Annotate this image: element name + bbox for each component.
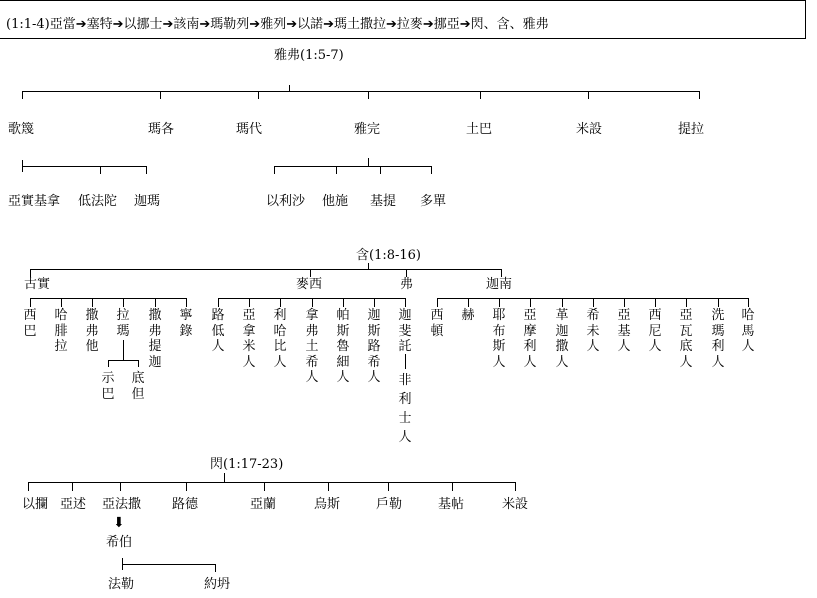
shem-son: 基帖 — [438, 497, 465, 512]
connector — [368, 158, 369, 166]
connector — [515, 482, 516, 491]
connector — [100, 166, 101, 174]
connector — [28, 482, 29, 491]
canaan-son: 希未人 — [586, 308, 600, 354]
connector — [699, 91, 700, 99]
javan-bracket — [274, 166, 432, 167]
connector — [406, 269, 407, 277]
javan-son: 他施 — [322, 194, 349, 209]
mizraim-son: 利哈比人 — [273, 308, 287, 370]
shem-son: 亞蘭 — [250, 497, 277, 512]
canaan-son: 革迦撒人 — [555, 308, 569, 370]
ham-bracket — [30, 269, 502, 270]
mizraim-son: 路低人 — [211, 308, 225, 354]
connector — [146, 166, 147, 174]
canaan-son: 亞基人 — [617, 308, 631, 354]
shem-son: 亞述 — [60, 497, 87, 512]
canaan-son: 洗瑪利人 — [711, 308, 725, 370]
eber: 希伯 — [106, 535, 133, 550]
connector — [120, 482, 121, 491]
cush-son: 哈腓拉 — [54, 308, 68, 354]
cush-son: 撒弗他 — [85, 308, 99, 354]
connector — [624, 298, 625, 307]
japheth-son: 雅完 — [354, 122, 381, 137]
connector — [224, 473, 225, 482]
philistines: 非利士人 — [398, 373, 412, 445]
shem-son: 以攔 — [22, 497, 49, 512]
canaan-son: 哈馬人 — [741, 308, 755, 354]
cush-son: 拉瑪 — [116, 308, 130, 339]
connector — [748, 298, 749, 307]
connector — [30, 298, 31, 307]
connector — [588, 91, 589, 99]
connector — [310, 269, 311, 277]
connector — [218, 298, 219, 307]
gomer-son: 迦瑪 — [134, 194, 161, 209]
shem-son: 亞法撒 — [102, 497, 142, 512]
ham-son: 弗 — [400, 277, 414, 292]
connector — [155, 298, 156, 307]
eber-son: 法勒 — [108, 577, 135, 592]
connector — [480, 91, 481, 99]
javan-son: 以利沙 — [266, 194, 306, 209]
japheth-son: 瑪各 — [148, 122, 175, 137]
connector — [499, 298, 500, 307]
ham-son: 麥西 — [296, 277, 323, 292]
gomer-son: 亞實基拿 — [8, 194, 61, 209]
eber-son: 約坍 — [204, 577, 231, 592]
ham-son: 古實 — [24, 277, 51, 292]
connector — [280, 298, 281, 307]
arrow-down-icon: ⬇ — [113, 515, 125, 531]
canaan-son: 亞摩利人 — [523, 308, 537, 370]
cush-son: 寧錄 — [179, 308, 193, 339]
connector — [405, 354, 406, 369]
connector — [343, 298, 344, 307]
connector — [160, 91, 161, 99]
japheth-son: 歌篾 — [8, 122, 35, 137]
connector — [61, 298, 62, 307]
raamah-son: 底但 — [131, 371, 145, 402]
shem-son: 烏斯 — [314, 497, 341, 512]
japheth-son: 米設 — [576, 122, 603, 137]
connector — [274, 166, 275, 174]
cush-son: 撒弗提迦 — [148, 308, 162, 370]
connector — [437, 298, 438, 307]
connector — [530, 298, 531, 307]
connector — [686, 298, 687, 307]
canaan-son: 西頓 — [430, 308, 444, 339]
connector — [264, 482, 265, 491]
mizraim-son: 拿弗土希人 — [305, 308, 319, 385]
connector — [123, 340, 124, 360]
javan-son: 多單 — [420, 194, 447, 209]
connector — [215, 564, 216, 572]
javan-son: 基提 — [370, 194, 397, 209]
shem-title: 閃(1:17-23) — [210, 457, 284, 472]
connector — [312, 298, 313, 307]
japheth-son: 土巴 — [466, 122, 493, 137]
gomer-son: 低法陀 — [78, 194, 118, 209]
connector — [501, 269, 502, 277]
ham-title: 含(1:8-16) — [356, 248, 422, 263]
mizraim-son: 迦斯路希人 — [367, 308, 381, 385]
japheth-son: 提拉 — [678, 122, 705, 137]
connector — [368, 91, 369, 99]
connector — [92, 298, 93, 307]
connector — [30, 269, 31, 277]
header-box — [0, 0, 806, 39]
connector — [380, 166, 381, 174]
connector — [336, 166, 337, 174]
japheth-bracket — [22, 91, 700, 92]
cush-son: 西巴 — [23, 308, 37, 339]
eber-bracket — [122, 564, 216, 565]
connector — [186, 482, 187, 491]
raamah-son: 示巴 — [101, 371, 115, 402]
canaan-son: 西尼人 — [648, 308, 662, 354]
connector — [186, 298, 187, 307]
japheth-son: 瑪代 — [236, 122, 263, 137]
connector — [718, 298, 719, 307]
ham-son: 迦南 — [486, 277, 513, 292]
connector — [452, 482, 453, 491]
connector — [431, 166, 432, 174]
canaan-son: 耶布斯人 — [492, 308, 506, 370]
shem-son: 米設 — [502, 497, 529, 512]
canaan-son: 亞瓦底人 — [679, 308, 693, 370]
connector — [388, 482, 389, 491]
mizraim-son: 亞拿米人 — [242, 308, 256, 370]
connector — [562, 298, 563, 307]
connector — [405, 298, 406, 307]
connector — [374, 298, 375, 307]
header-lineage: (1:1-4)亞當➔塞特➔以挪士➔該南➔瑪勒列➔雅列➔以諾➔瑪土撒拉➔拉麥➔挪亞➔閃、含、雅弗 — [6, 17, 549, 32]
shem-son: 路德 — [172, 497, 199, 512]
raamah-bracket — [108, 360, 139, 361]
shem-son: 戶勒 — [376, 497, 403, 512]
japheth-title: 雅弗(1:5-7) — [274, 48, 344, 63]
connector — [328, 482, 329, 491]
cush-bracket — [30, 298, 187, 299]
mizraim-son: 迦斐託 — [398, 308, 412, 354]
connector — [249, 298, 250, 307]
connector — [258, 91, 259, 99]
connector — [108, 360, 109, 367]
connector — [468, 298, 469, 307]
shem-bracket — [28, 482, 516, 483]
connector — [593, 298, 594, 307]
canaan-son: 赫 — [461, 308, 475, 323]
gomer-bracket — [22, 166, 147, 167]
mizraim-son: 帕斯魯細人 — [336, 308, 350, 385]
connector — [123, 298, 124, 307]
connector — [655, 298, 656, 307]
connector — [22, 91, 23, 99]
connector — [72, 482, 73, 491]
connector — [138, 360, 139, 367]
